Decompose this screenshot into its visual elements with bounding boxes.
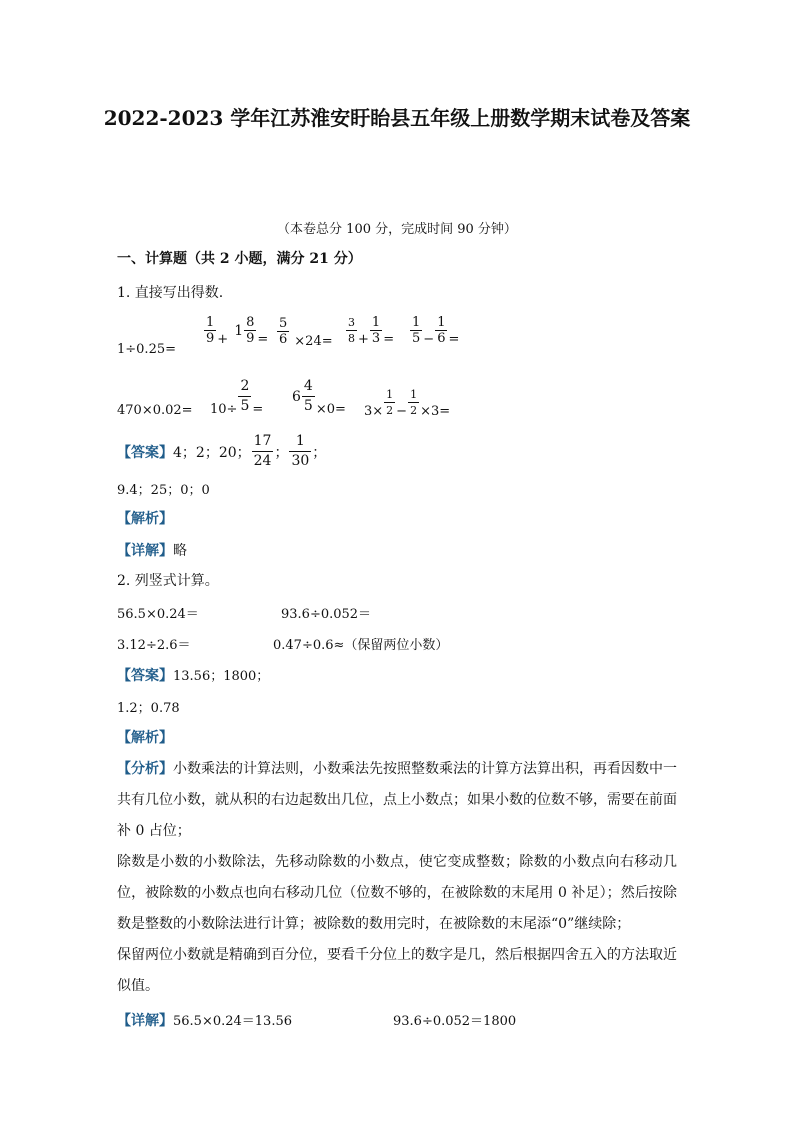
q1-expr-a: 1÷0.25=	[117, 342, 177, 357]
q2-analysis-p2: 除数是小数的小数除法，先移动除数的小数点，使它变成整数；除数的小数点向右移动几位，被除数的小数点也向右移动几位（位数不够的，在被除数的末尾用 0 补足）；然后按除数是整数的小数除法进行计算；被除数的数用完时，在被除数的末尾添“0”继续除；	[117, 854, 677, 932]
q2-answer: 【答案】13.56；1800；	[117, 668, 270, 684]
q1-analysis-label: 【解析】	[117, 511, 173, 527]
q2-expr-4: 0.47÷0.6≈（保留两位小数）	[273, 638, 449, 653]
q1-expr-e: $\frac{1}{5}$ − $\frac{1}{6}$ =	[412, 315, 460, 347]
document-title: 2022-2023 学年江苏淮安盱眙县五年级上册数学期末试卷及答案	[103, 106, 691, 130]
q2-answer-line2: 1.2；0.78	[117, 701, 180, 716]
q2-stem: 2. 列竖式计算。	[117, 573, 219, 589]
q1-answer-line2: 9.4；25；0；0	[117, 483, 210, 498]
q2-analysis-p1: 【分析】小数乘法的计算法则，小数乘法先按照整数乘法的计算方法算出积，再看因数中一共有几位小数，就从积的右边起数出几位，点上小数点；如果小数的位数不够，需要在前面补 0 占位；	[117, 761, 677, 839]
q1-expr-c: $\frac{5}{6}$ ×24=	[279, 316, 333, 349]
q2-expr-1: 56.5×0.24＝	[117, 607, 199, 622]
section-heading: 一、计算题（共 2 小题，满分 21 分）	[117, 251, 362, 267]
q1-answer: 【答案】 4；2；20； $\frac{17}{24}$ ； $\frac{1}{30}$ ；	[117, 433, 327, 469]
q1-expr-i: 3× $\frac{1}{2}$ − $\frac{1}{2}$ ×3=	[364, 388, 451, 419]
q1-expr-d: $\frac{3}{8}$ + $\frac{1}{3}$ =	[348, 315, 395, 347]
q1-expr-h: 6 $\frac{4}{5}$ ×0=	[292, 378, 346, 417]
q1-expr-b: $\frac{1}{9}$ + 1 $\frac{8}{9}$ =	[206, 315, 269, 347]
q1-detail: 【详解】略	[117, 543, 187, 559]
subtitle: （本卷总分 100 分，完成时间 90 分钟）	[277, 222, 517, 237]
q1-expr-g: 10÷ $\frac{2}{5}$ =	[210, 378, 264, 417]
q1-expr-f: 470×0.02=	[117, 403, 193, 418]
answer-label: 【答案】	[117, 444, 173, 461]
q2-detail-1: 【详解】56.5×0.24＝13.56	[117, 1013, 292, 1029]
q1-stem: 1. 直接写出得数.	[117, 285, 224, 301]
q2-detail-2: 93.6÷0.052＝1800	[393, 1014, 517, 1029]
q2-analysis-p3: 保留两位小数就是精确到百分位，要看千分位上的数字是几，然后根据四舍五入的方法取近似值。	[117, 947, 677, 994]
q2-expr-3: 3.12÷2.6＝	[117, 638, 191, 653]
q2-analysis-label: 【解析】	[117, 730, 173, 746]
q2-expr-2: 93.6÷0.052＝	[281, 607, 372, 622]
